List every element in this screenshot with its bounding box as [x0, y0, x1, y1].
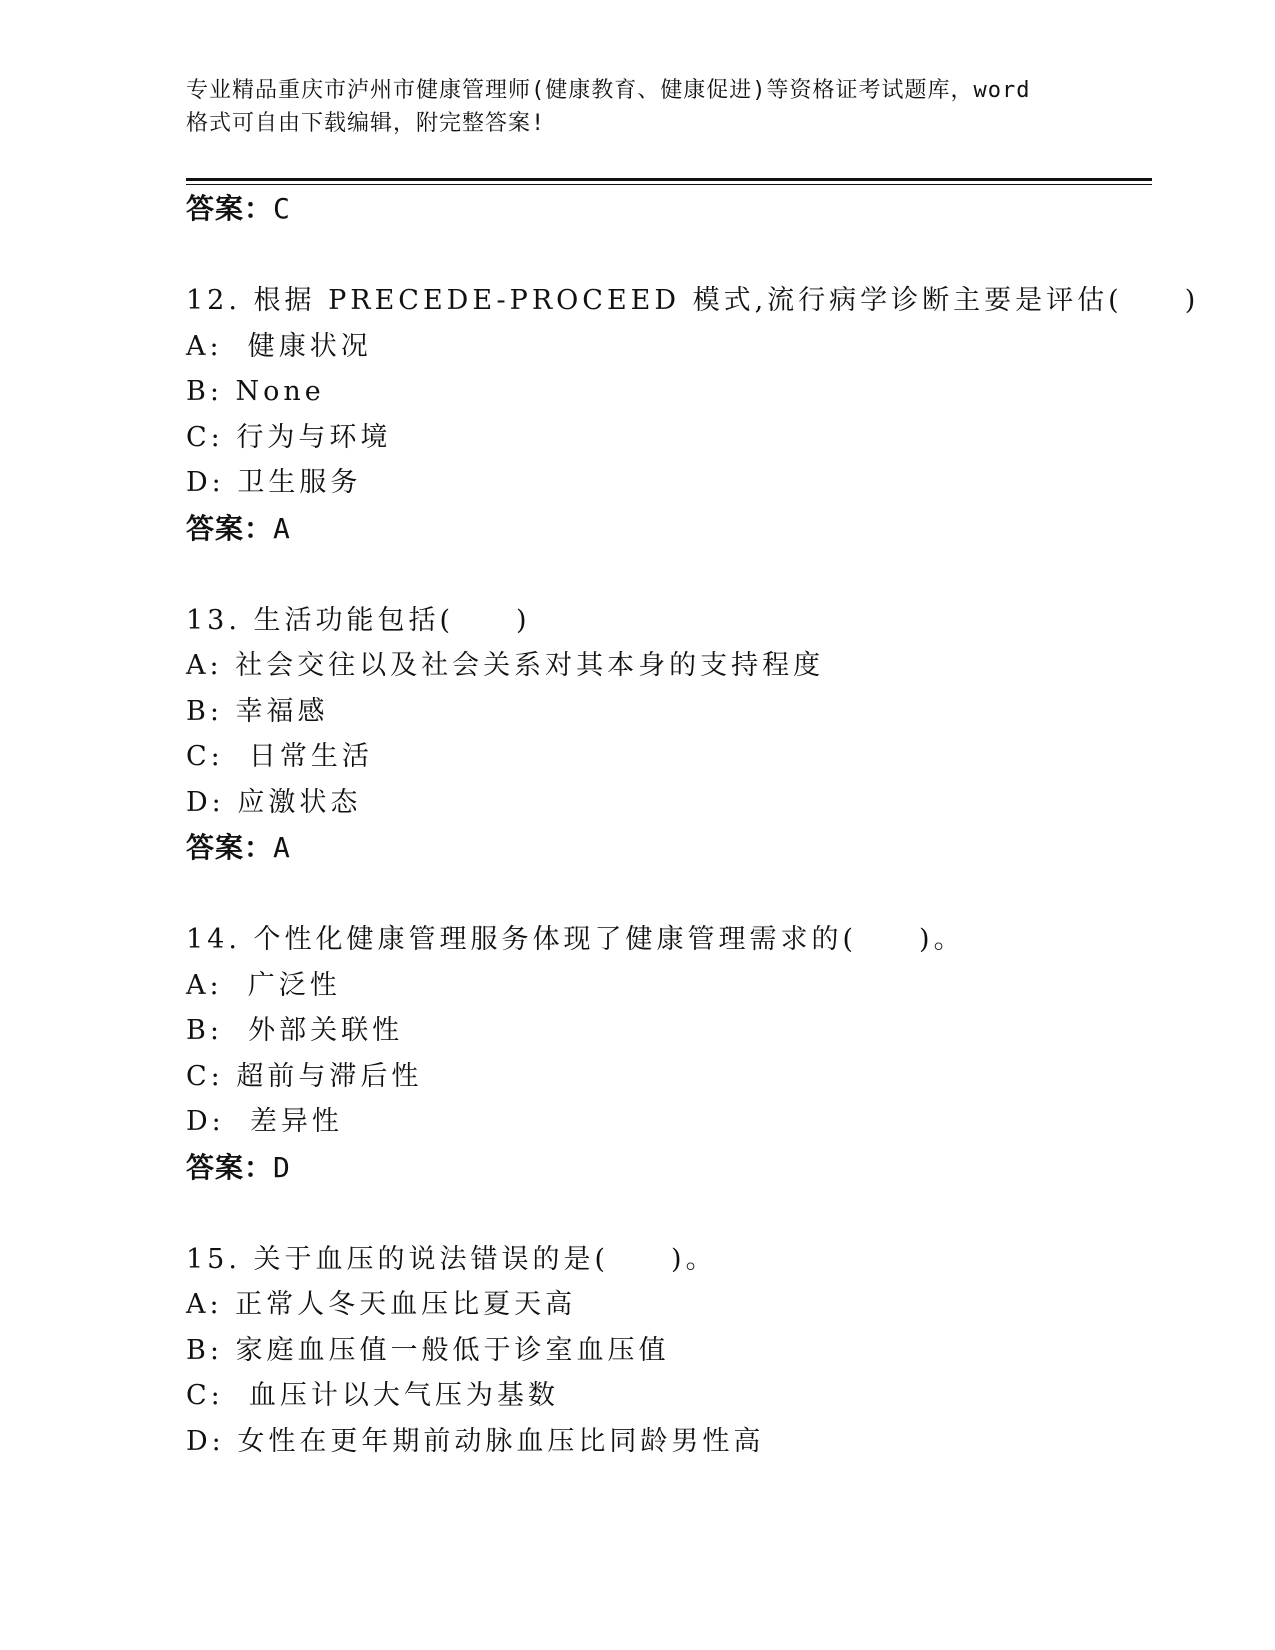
option-b: B: None: [186, 376, 325, 407]
option-b: B: 家庭血压值一般低于诊室血压值: [186, 1334, 670, 1366]
question-text: 15. 关于血压的说法错误的是( )。: [186, 1243, 717, 1275]
option-c: C: 血压计以大气压为基数: [186, 1380, 559, 1411]
option-c: C: 超前与滞后性: [186, 1060, 423, 1092]
option-a: A: 社会交往以及社会关系对其本身的支持程度: [186, 650, 825, 681]
option-a: A: 广泛性: [186, 969, 341, 1001]
answer-label: 答案：: [186, 1150, 274, 1184]
document-header: [186, 74, 1086, 140]
answer-label: 答案：: [186, 831, 274, 864]
answer-value: A: [273, 511, 291, 545]
header-line-2: 格式可自由下载编辑，附完整答案!: [186, 111, 546, 136]
option-c: C: 日常生活: [186, 741, 373, 772]
option-c: C: 行为与环境: [186, 421, 392, 453]
option-a: A: 健康状况: [186, 330, 372, 362]
question-text: 14. 个性化健康管理服务体现了健康管理需求的( )。: [186, 924, 965, 955]
answer-value: A: [273, 831, 291, 864]
answer-value: D: [273, 1150, 291, 1184]
header-rule-thin: [186, 184, 1152, 185]
option-d: D: 女性在更年期前动脉血压比同龄男性高: [186, 1425, 765, 1457]
question-block: [186, 278, 1200, 552]
option-d: D: 应激状态: [186, 786, 362, 818]
answer-line: [186, 825, 1152, 871]
answer-label: 答案：: [186, 511, 274, 545]
option-b: B: 外部关联性: [186, 1015, 404, 1046]
question-block: [186, 1237, 1152, 1465]
header-rule-thick: [186, 178, 1152, 181]
answer-value: C: [273, 192, 291, 225]
answer-label: 答案：: [186, 192, 274, 225]
option-b: B: 幸福感: [186, 695, 329, 727]
question-block: [186, 917, 1152, 1191]
answer-line: [186, 186, 1152, 232]
option-a: A: 正常人冬天血压比夏天高: [186, 1289, 577, 1320]
answer-line: [186, 1145, 1152, 1191]
option-d: D: 卫生服务: [186, 467, 362, 498]
answer-line: [186, 506, 1152, 552]
option-d: D: 差异性: [186, 1106, 343, 1137]
question-text: 12. 根据 PRECEDE-PROCEED 模式,流行病学诊断主要是评估( ): [186, 285, 1200, 316]
header-line-1: 专业精品重庆市泸州市健康管理师(健康教育、健康促进)等资格证考试题库，word: [186, 78, 1031, 103]
question-list: [186, 186, 1200, 1464]
question-block: [186, 598, 1152, 872]
question-text: 13. 生活功能包括( ): [186, 604, 531, 636]
